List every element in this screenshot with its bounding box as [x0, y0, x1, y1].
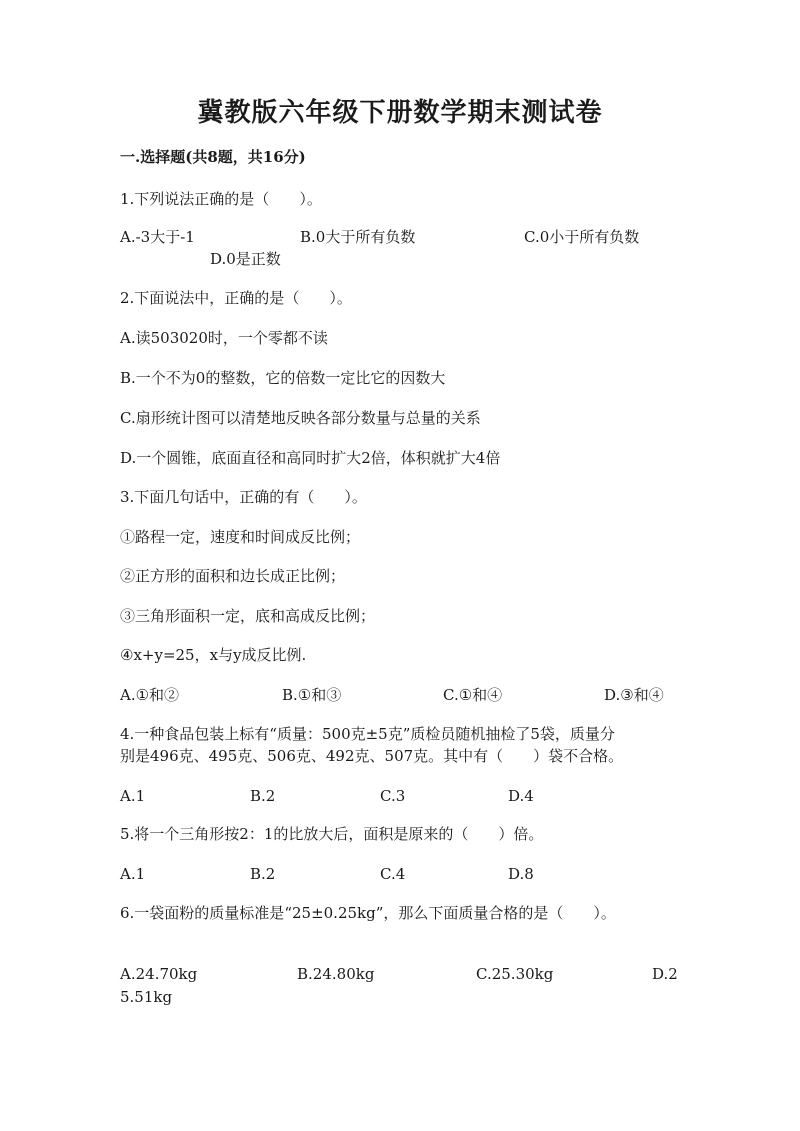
question-1-stem: 1.下列说法正确的是（ ）。	[120, 190, 322, 208]
question-4-option-b: B.2	[250, 787, 276, 805]
question-1-option-c: C.0小于所有负数	[524, 228, 640, 246]
question-6-option-d: D.2	[652, 965, 678, 983]
question-2-option-a: A.读503020时，一个零都不读	[120, 329, 328, 347]
question-5-option-d: D.8	[508, 865, 534, 883]
question-3-stem: 3.下面几句话中，正确的有（ ）。	[120, 488, 367, 506]
question-4-option-a: A.1	[120, 787, 146, 805]
question-3-option-a: A.①和②	[120, 686, 180, 704]
question-5-option-b: B.2	[250, 865, 276, 883]
question-5-stem: 5.将一个三角形按2：1的比放大后，面积是原来的（ ）倍。	[120, 825, 544, 843]
question-2-option-c: C.扇形统计图可以清楚地反映各部分数量与总量的关系	[120, 409, 481, 427]
question-1-option-d: D.0是正数	[210, 250, 281, 268]
page-title: 冀教版六年级下册数学期末测试卷	[197, 98, 603, 128]
question-2-option-b: B.一个不为0的整数，它的倍数一定比它的因数大	[120, 369, 446, 387]
section-heading: 一.选择题(共8题，共16分)	[120, 148, 306, 166]
question-6-option-d-continued: 5.51kg	[120, 988, 173, 1006]
question-4-option-d: D.4	[508, 787, 534, 805]
question-3-option-b: B.①和③	[282, 686, 342, 704]
question-4-stem-line-2: 别是496克、495克、506克、492克、507克。其中有（ ）袋不合格。	[120, 747, 624, 765]
question-1-option-a: A.-3大于-1	[120, 228, 195, 246]
question-3-statement-1: ①路程一定，速度和时间成反比例；	[120, 528, 361, 546]
question-6-option-b: B.24.80kg	[297, 965, 375, 983]
question-6-option-c: C.25.30kg	[476, 965, 554, 983]
question-4-option-c: C.3	[380, 787, 406, 805]
question-6-option-a: A.24.70kg	[120, 965, 198, 983]
question-2-stem: 2.下面说法中，正确的是（ ）。	[120, 289, 352, 307]
question-4-stem-line-1: 4.一种食品包装上标有“质量：500克±5克”质检员随机抽检了5袋，质量分	[120, 725, 615, 743]
question-3-statement-2: ②正方形的面积和边长成正比例；	[120, 567, 346, 585]
question-3-statement-3: ③三角形面积一定，底和高成反比例；	[120, 607, 376, 625]
question-1-option-b: B.0大于所有负数	[300, 228, 416, 246]
question-3-statement-4: ④x+y=25，x与y成反比例.	[120, 646, 307, 664]
question-3-option-c: C.①和④	[443, 686, 503, 704]
question-5-option-c: C.4	[380, 865, 406, 883]
question-2-option-d: D.一个圆锥，底面直径和高同时扩大2倍，体积就扩大4倍	[120, 449, 501, 467]
question-5-option-a: A.1	[120, 865, 146, 883]
question-6-stem: 6.一袋面粉的质量标准是“25±0.25kg”，那么下面质量合格的是（ ）。	[120, 904, 616, 922]
question-3-option-d: D.③和④	[604, 686, 664, 704]
